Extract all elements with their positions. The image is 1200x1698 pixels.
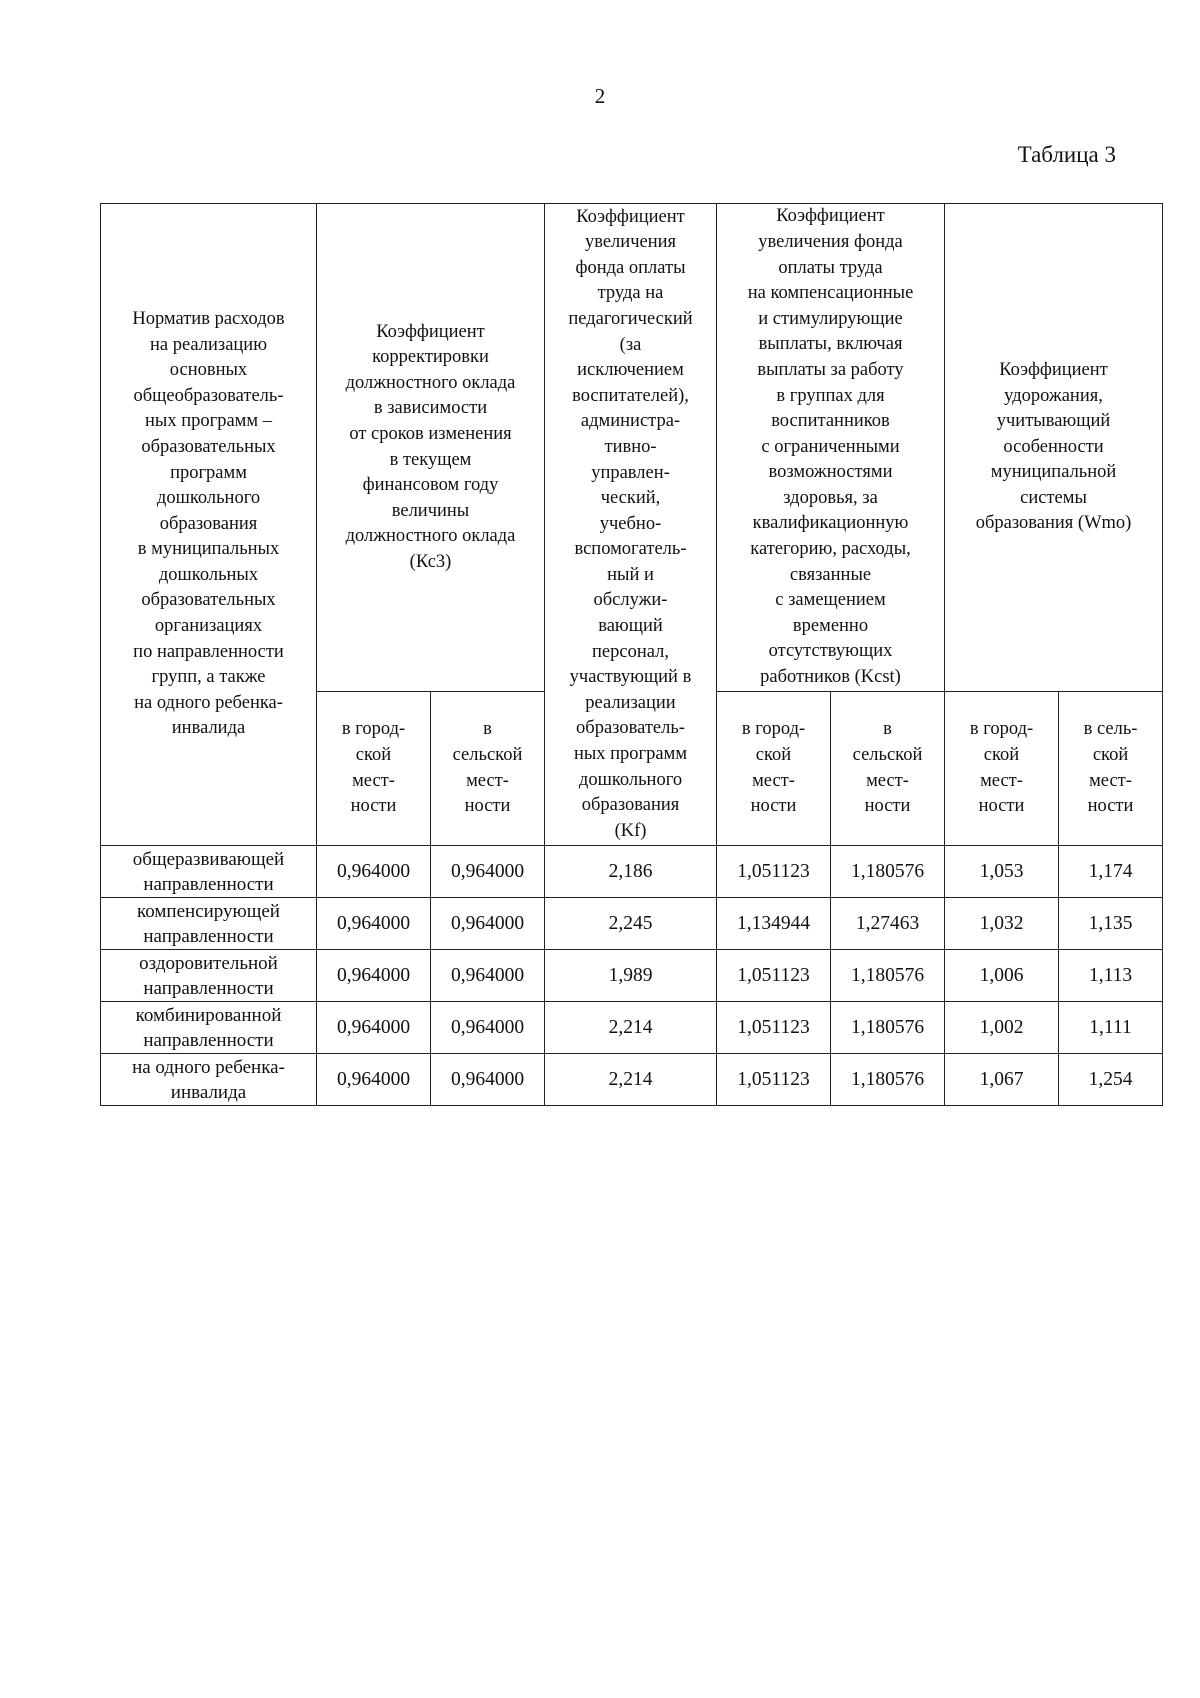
table-row [101,898,1163,950]
text-line: образовательных [141,590,276,611]
header-norm [101,204,317,846]
text-line: труда на [597,283,664,304]
kcst-urban-value: 1,051123 [717,950,831,1002]
text-line: ской [1092,744,1129,765]
kf-value: 2,245 [545,898,717,950]
row-label [101,1002,317,1054]
text-line: категорию, расходы, [750,539,911,560]
wmo-urban-value: 1,067 [945,1054,1059,1106]
text-line: квалификационную [752,513,909,534]
ks3-rural-value: 0,964000 [431,898,545,950]
text-line: ности [978,796,1025,817]
text-line: от сроков изменения [349,423,512,444]
text-line: управлен- [591,462,670,483]
table-row [101,1054,1163,1106]
text-line: мест- [752,770,795,791]
text-line: направленности [143,1029,274,1051]
text-line: временно [792,615,869,636]
text-line: и стимулирующие [758,308,903,329]
wmo-rural-value: 1,113 [1059,950,1163,1002]
kcst-rural-value: 1,180576 [831,950,945,1002]
text-line: участвующий в [569,667,692,688]
kf-value: 2,214 [545,1054,717,1106]
text-line: Коэффициент [776,206,885,227]
text-line: должностного оклада [345,372,516,393]
text-line: удорожания, [1004,385,1103,406]
text-line: направленности [143,977,274,999]
text-line: ности [350,796,397,817]
text-line: воспитателей), [572,385,689,406]
text-line: оздоровительной [139,952,278,974]
text-line: в [883,719,892,740]
text-line: по направленности [133,641,284,662]
text-line: Коэффициент [376,321,485,342]
kf-value: 2,214 [545,1002,717,1054]
text-line: Норматив расходов [132,308,285,329]
text-line: финансовом году [362,475,499,496]
header-wmo [945,204,1163,692]
page-number: 2 [594,84,606,108]
text-line: общеобразователь- [133,385,284,406]
text-line: здоровья, за [783,487,878,508]
header-kf [545,204,717,846]
text-line: мест- [466,770,509,791]
header-wmo-rural [1059,692,1163,846]
text-line: возможностями [768,462,893,483]
text-line: воспитанников [771,411,890,432]
text-line: Коэффициент [576,206,685,227]
text-line: инвалида [170,1081,247,1103]
text-line: в город- [341,719,406,740]
kcst-urban-value: 1,051123 [717,1054,831,1106]
text-line: связанные [789,564,872,585]
kcst-urban-value: 1,134944 [717,898,831,950]
text-line: в сель- [1083,719,1138,740]
text-line: сельской [852,744,923,765]
text-line: образования [581,795,680,816]
text-line: в [483,719,492,740]
text-line: ных программ – [145,411,272,432]
text-line: групп, а также [151,667,266,688]
text-line: реализации [585,692,676,713]
ks3-urban-value: 0,964000 [317,950,431,1002]
text-line: тивно- [604,436,657,457]
text-line: работников (Kcst) [760,667,901,688]
text-line: выплаты за работу [757,359,904,380]
text-line: в город- [741,719,806,740]
text-line: увеличения фонда [758,231,903,252]
header-ks3-urban [317,692,431,846]
header-ks3 [317,204,545,692]
kcst-urban-value: 1,051123 [717,1002,831,1054]
ks3-urban-value: 0,964000 [317,898,431,950]
text-line: компенсирующей [137,900,280,922]
text-line: вающий [598,616,663,637]
text-line: (Kf) [614,820,647,841]
kcst-rural-value: 1,180576 [831,1002,945,1054]
text-line: увеличения [584,232,677,253]
text-line: ности [864,796,911,817]
text-line: программ [170,462,247,483]
kcst-urban-value: 1,051123 [717,846,831,898]
text-line: дошкольных [158,564,259,585]
text-line: оплаты труда [778,257,883,278]
wmo-urban-value: 1,053 [945,846,1059,898]
text-line: ный и [607,564,654,585]
text-line: вспомогатель- [574,539,687,560]
text-line: учитывающий [996,411,1111,432]
text-line: системы [1020,487,1087,508]
header-wmo-urban [945,692,1059,846]
kcst-rural-value: 1,180576 [831,1054,945,1106]
table-row [101,846,1163,898]
text-line: образователь- [576,718,685,739]
text-line: на одного ребенка- [132,1056,285,1078]
header-kcst-urban [717,692,831,846]
text-line: на реализацию [149,334,268,355]
table-caption: Таблица 3 [1017,142,1116,167]
header-ks3-rural [431,692,545,846]
table-row [101,1002,1163,1054]
wmo-urban-value: 1,006 [945,950,1059,1002]
text-line: с замещением [775,590,886,611]
text-line: (за [619,334,642,355]
text-line: сельской [452,744,523,765]
text-line: на одного ребенка- [134,692,283,713]
row-label [101,950,317,1002]
row-label [101,1054,317,1106]
ks3-urban-value: 0,964000 [317,1054,431,1106]
text-line: педагогический [568,308,693,329]
coefficients-table [100,203,1163,1106]
kcst-rural-value: 1,180576 [831,846,945,898]
kf-value: 1,989 [545,950,717,1002]
text-line: ности [1087,796,1134,817]
text-line: величины [391,500,470,521]
ks3-urban-value: 0,964000 [317,846,431,898]
ks3-rural-value: 0,964000 [431,1054,545,1106]
text-line: исключением [577,360,684,381]
text-line: ской [983,744,1020,765]
text-line: в текущем [389,449,472,470]
text-line: ности [464,796,511,817]
ks3-urban-value: 0,964000 [317,1002,431,1054]
text-line: дошкольного [156,488,261,509]
text-line: в муниципальных [137,539,280,560]
text-line: ных программ [573,744,688,765]
wmo-rural-value: 1,254 [1059,1054,1163,1106]
text-line: в группах для [776,385,885,406]
text-line: образования [159,513,258,534]
kcst-rural-value: 1,27463 [831,898,945,950]
text-line: направленности [143,873,274,895]
text-line: ческий, [600,488,661,509]
ks3-rural-value: 0,964000 [431,950,545,1002]
ks3-rural-value: 0,964000 [431,846,545,898]
text-line: выплаты, включая [758,334,903,355]
text-line: дошкольного [578,769,683,790]
header-kcst-rural [831,692,945,846]
text-line: мест- [980,770,1023,791]
text-line: организациях [154,616,263,637]
text-line: с ограниченными [761,436,900,457]
text-line: на компенсационные [747,283,914,304]
text-line: мест- [352,770,395,791]
text-line: администра- [580,411,681,432]
text-line: Коэффициент [999,359,1108,380]
text-line: ской [755,744,792,765]
wmo-rural-value: 1,174 [1059,846,1163,898]
text-line: муниципальной [990,462,1117,483]
text-line: фонда оплаты [575,257,686,278]
text-line: отсутствующих [768,641,893,662]
header-kcst [717,204,945,692]
wmo-rural-value: 1,111 [1059,1002,1163,1054]
wmo-urban-value: 1,002 [945,1002,1059,1054]
text-line: в город- [969,719,1034,740]
text-line: мест- [1089,770,1132,791]
row-label [101,898,317,950]
text-line: особенности [1003,436,1104,457]
text-line: персонал, [592,641,669,662]
text-line: учебно- [599,513,662,534]
wmo-urban-value: 1,032 [945,898,1059,950]
text-line: мест- [866,770,909,791]
text-line: корректировки [372,347,489,368]
text-line: в зависимости [373,398,488,419]
text-line: образовательных [141,436,276,457]
text-line: направленности [143,925,274,947]
text-line: (Кс3) [409,551,452,572]
text-line: общеразвивающей [132,848,285,870]
text-line: должностного оклада [345,526,516,547]
kf-value: 2,186 [545,846,717,898]
text-line: комбинированной [135,1004,282,1026]
ks3-rural-value: 0,964000 [431,1002,545,1054]
row-label [101,846,317,898]
text-line: инвалида [171,718,246,739]
text-line: основных [169,360,248,381]
text-line: образования (Wmo) [975,513,1132,534]
wmo-rural-value: 1,135 [1059,898,1163,950]
text-line: ской [355,744,392,765]
text-line: обслужи- [593,590,668,611]
text-line: ности [750,796,797,817]
table-row [101,950,1163,1002]
